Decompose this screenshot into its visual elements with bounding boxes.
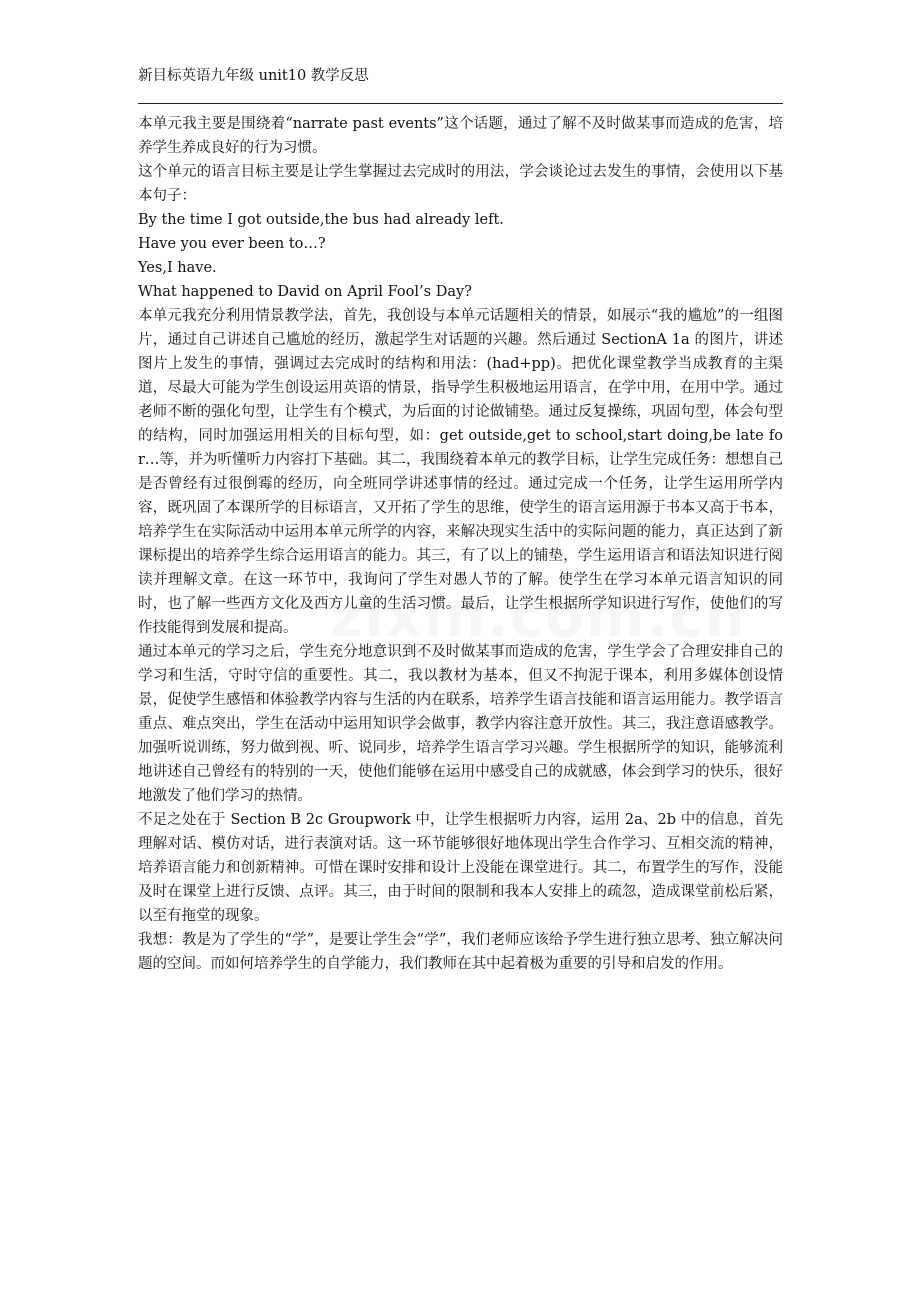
example-sentence: Yes,I have. [138, 260, 217, 276]
header-divider [138, 103, 783, 104]
paragraph-teaching-method: 本单元我充分利用情景教学法，首先，我创设与本单元话题相关的情景，如展示“我的尴尬”的一组图片，通过自己讲述自己尴尬的经历，激起学生对话题的兴趣。然后通过 SectionA 1a 的图片，讲述图片上发生的事情，强调过去完成时的结构和用法：(had+pp)。把优化课堂教学当成教育的主渠道，尽最大可能为学生创设运用英语的情景，指导学生积极地运用语言，在学中用，在用中学。通过老师不断的强化句型，让学生有个模式，为后面的讨论做铺垫。通过反复操练，巩固句型，体会句型的结构，同时加强运用相关的目标句型，如：get outside,get to school,start doing,be late for…等，并为听懂听力内容打下基础。其二，我围绕着本单元的教学目标，让学生完成任务：想想自己是否曾经有过很倒霉的经历，向全班同学讲述事情的经过。通过完成一个任务，让学生运用所学内容，既巩固了本课所学的目标语言，又开拓了学生的思维，使学生的语言运用源于书本又高于书本，培养学生在实际活动中运用本单元所学的内容，来解决现实生活中的实际问题的能力，真正达到了新课标提出的培养学生综合运用语言的能力。其三，有了以上的铺垫，学生运用语言和语法知识进行阅读并理解文章。在这一环节中，我询问了学生对愚人节的了解。使学生在学习本单元语言知识的同时，也了解一些西方文化及西方儿童的生活习惯。最后，让学生根据所学知识进行写作，使他们的写作技能得到发展和提高。 [138, 308, 783, 636]
paragraph-outcomes: 通过本单元的学习之后，学生充分地意识到不及时做某事而造成的危害，学生学会了合理安排自己的学习和生活，守时守信的重要性。其二，我以教材为基本，但又不拘泥于课本，利用多媒体创设情景，促使学生感悟和体验教学内容与生活的内在联系，培养学生语言技能和语言运用能力。教学语言重点、难点突出，学生在活动中运用知识学会做事，教学内容注意开放性。其三，我注意语感教学。加强听说训练，努力做到视、听、说同步，培养学生语言学习兴趣。学生根据所学的知识，能够流利地讲述自己曾经有的特别的一天，使他们能够在运用中感受自己的成就感，体会到学习的快乐，很好地激发了他们学习的热情。 [138, 644, 783, 804]
document-body [138, 112, 783, 976]
paragraph-shortcomings: 不足之处在于 Section B 2c Groupwork 中，让学生根据听力内容，运用 2a、2b 中的信息，首先理解对话、模仿对话，进行表演对话。这一环节能够很好地体现出学生合作学习、互相交流的精神，培养语言能力和创新精神。可惜在课时安排和设计上没能在课堂进行。其二，布置学生的写作，没能及时在课堂上进行反馈、点评。其三，由于时间的限制和我本人安排上的疏忽，造成课堂前松后紧，以至有拖堂的现象。 [138, 812, 783, 924]
example-sentence: By the time I got outside,the bus had already left. [138, 212, 504, 228]
page-header: 新目标英语九年级 unit10 教学反思 [138, 68, 369, 84]
example-sentence: Have you ever been to…? [138, 236, 326, 252]
example-sentence: What happened to David on April Fool’s Day? [138, 284, 472, 300]
paragraph-conclusion: 我想：教是为了学生的“学”，是要让学生会“学”，我们老师应该给予学生进行独立思考、独立解决问题的空间。而如何培养学生的自学能力，我们教师在其中起着极为重要的引导和启发的作用。 [138, 932, 783, 972]
paragraph-intro: 本单元我主要是围绕着“narrate past events”这个话题，通过了解不及时做某事而造成的危害，培养学生养成良好的行为习惯。 [138, 116, 783, 156]
paragraph-language-goal: 这个单元的语言目标主要是让学生掌握过去完成时的用法，学会谈论过去发生的事情，会使用以下基本句子： [138, 164, 783, 204]
